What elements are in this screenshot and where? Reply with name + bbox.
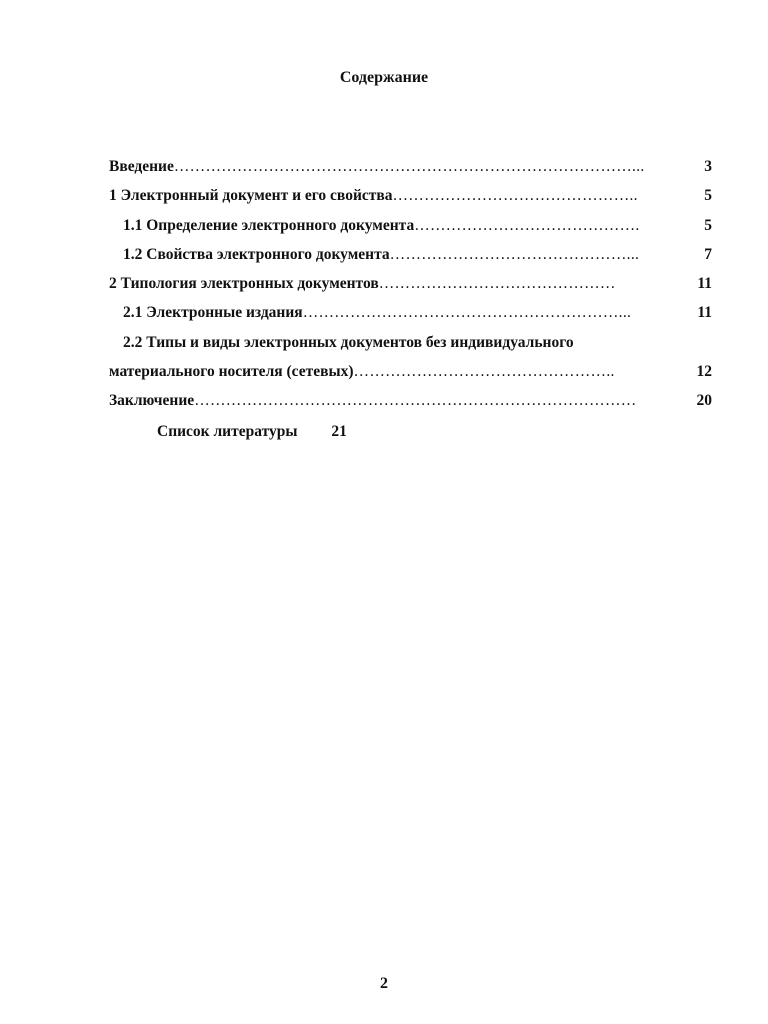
- toc-entry-bibliography: [157, 423, 347, 441]
- toc-entry-conclusion: [109, 390, 712, 419]
- toc-page-number: 20: [696, 392, 712, 410]
- toc-page-number: 12: [696, 363, 712, 381]
- toc-entry-label: 1 Электронный документ и его свойства: [109, 187, 393, 205]
- toc-dot-leader: …………………………………………………………………………: [194, 392, 637, 410]
- toc-dot-leader: ……………………………………………………...: [302, 304, 632, 322]
- toc-entry-chapter-1: [109, 185, 712, 214]
- toc-entry-section-2-1: [109, 302, 712, 331]
- document-title: Содержание: [339, 69, 429, 86]
- toc-dot-leader: ………………………………………...: [389, 245, 640, 263]
- toc-entry-label: Введение: [109, 158, 174, 175]
- toc-page-number: 3: [704, 158, 712, 175]
- toc-page-number: 5: [704, 187, 712, 205]
- toc-page-number: 7: [704, 245, 712, 263]
- toc-entry-section-1-1: [109, 215, 712, 244]
- toc-page-number: 21: [331, 423, 347, 440]
- toc-entry-section-1-2: [109, 244, 712, 273]
- toc-entry-label: материального носителя (сетевых): [109, 363, 354, 381]
- table-of-contents: [109, 156, 712, 420]
- toc-entry-section-2-2-line-1: [109, 332, 712, 361]
- toc-dot-leader: …………………………………………..: [353, 363, 615, 381]
- toc-entry-label: 2.2 Типы и виды электронных документов без индивидуального: [123, 333, 574, 351]
- toc-entry-label: Заключение: [109, 392, 195, 410]
- toc-entry-introduction: [109, 156, 712, 185]
- toc-dot-leader: ………………………………………..: [392, 187, 638, 205]
- toc-dot-leader: ……………………………………………………………………………...: [173, 158, 645, 175]
- toc-entry-label: 1.1 Определение электронного документа: [123, 216, 415, 234]
- page-number: 2: [380, 975, 388, 992]
- toc-page-number: 11: [697, 304, 712, 322]
- toc-entry-label: 2 Типология электронных документов: [109, 275, 379, 293]
- toc-entry-label: Список литературы: [157, 423, 298, 440]
- toc-page-number: 11: [697, 275, 712, 293]
- toc-dot-leader: ………………………………………: [378, 275, 616, 293]
- toc-entry-section-2-2-line-2: [109, 361, 712, 390]
- toc-entry-chapter-2: [109, 273, 712, 302]
- toc-entry-label: 2.1 Электронные издания: [123, 304, 303, 322]
- toc-dot-leader: …………………………………….: [414, 216, 640, 234]
- toc-page-number: 5: [704, 216, 712, 234]
- toc-entry-label: 1.2 Свойства электронного документа: [123, 245, 390, 263]
